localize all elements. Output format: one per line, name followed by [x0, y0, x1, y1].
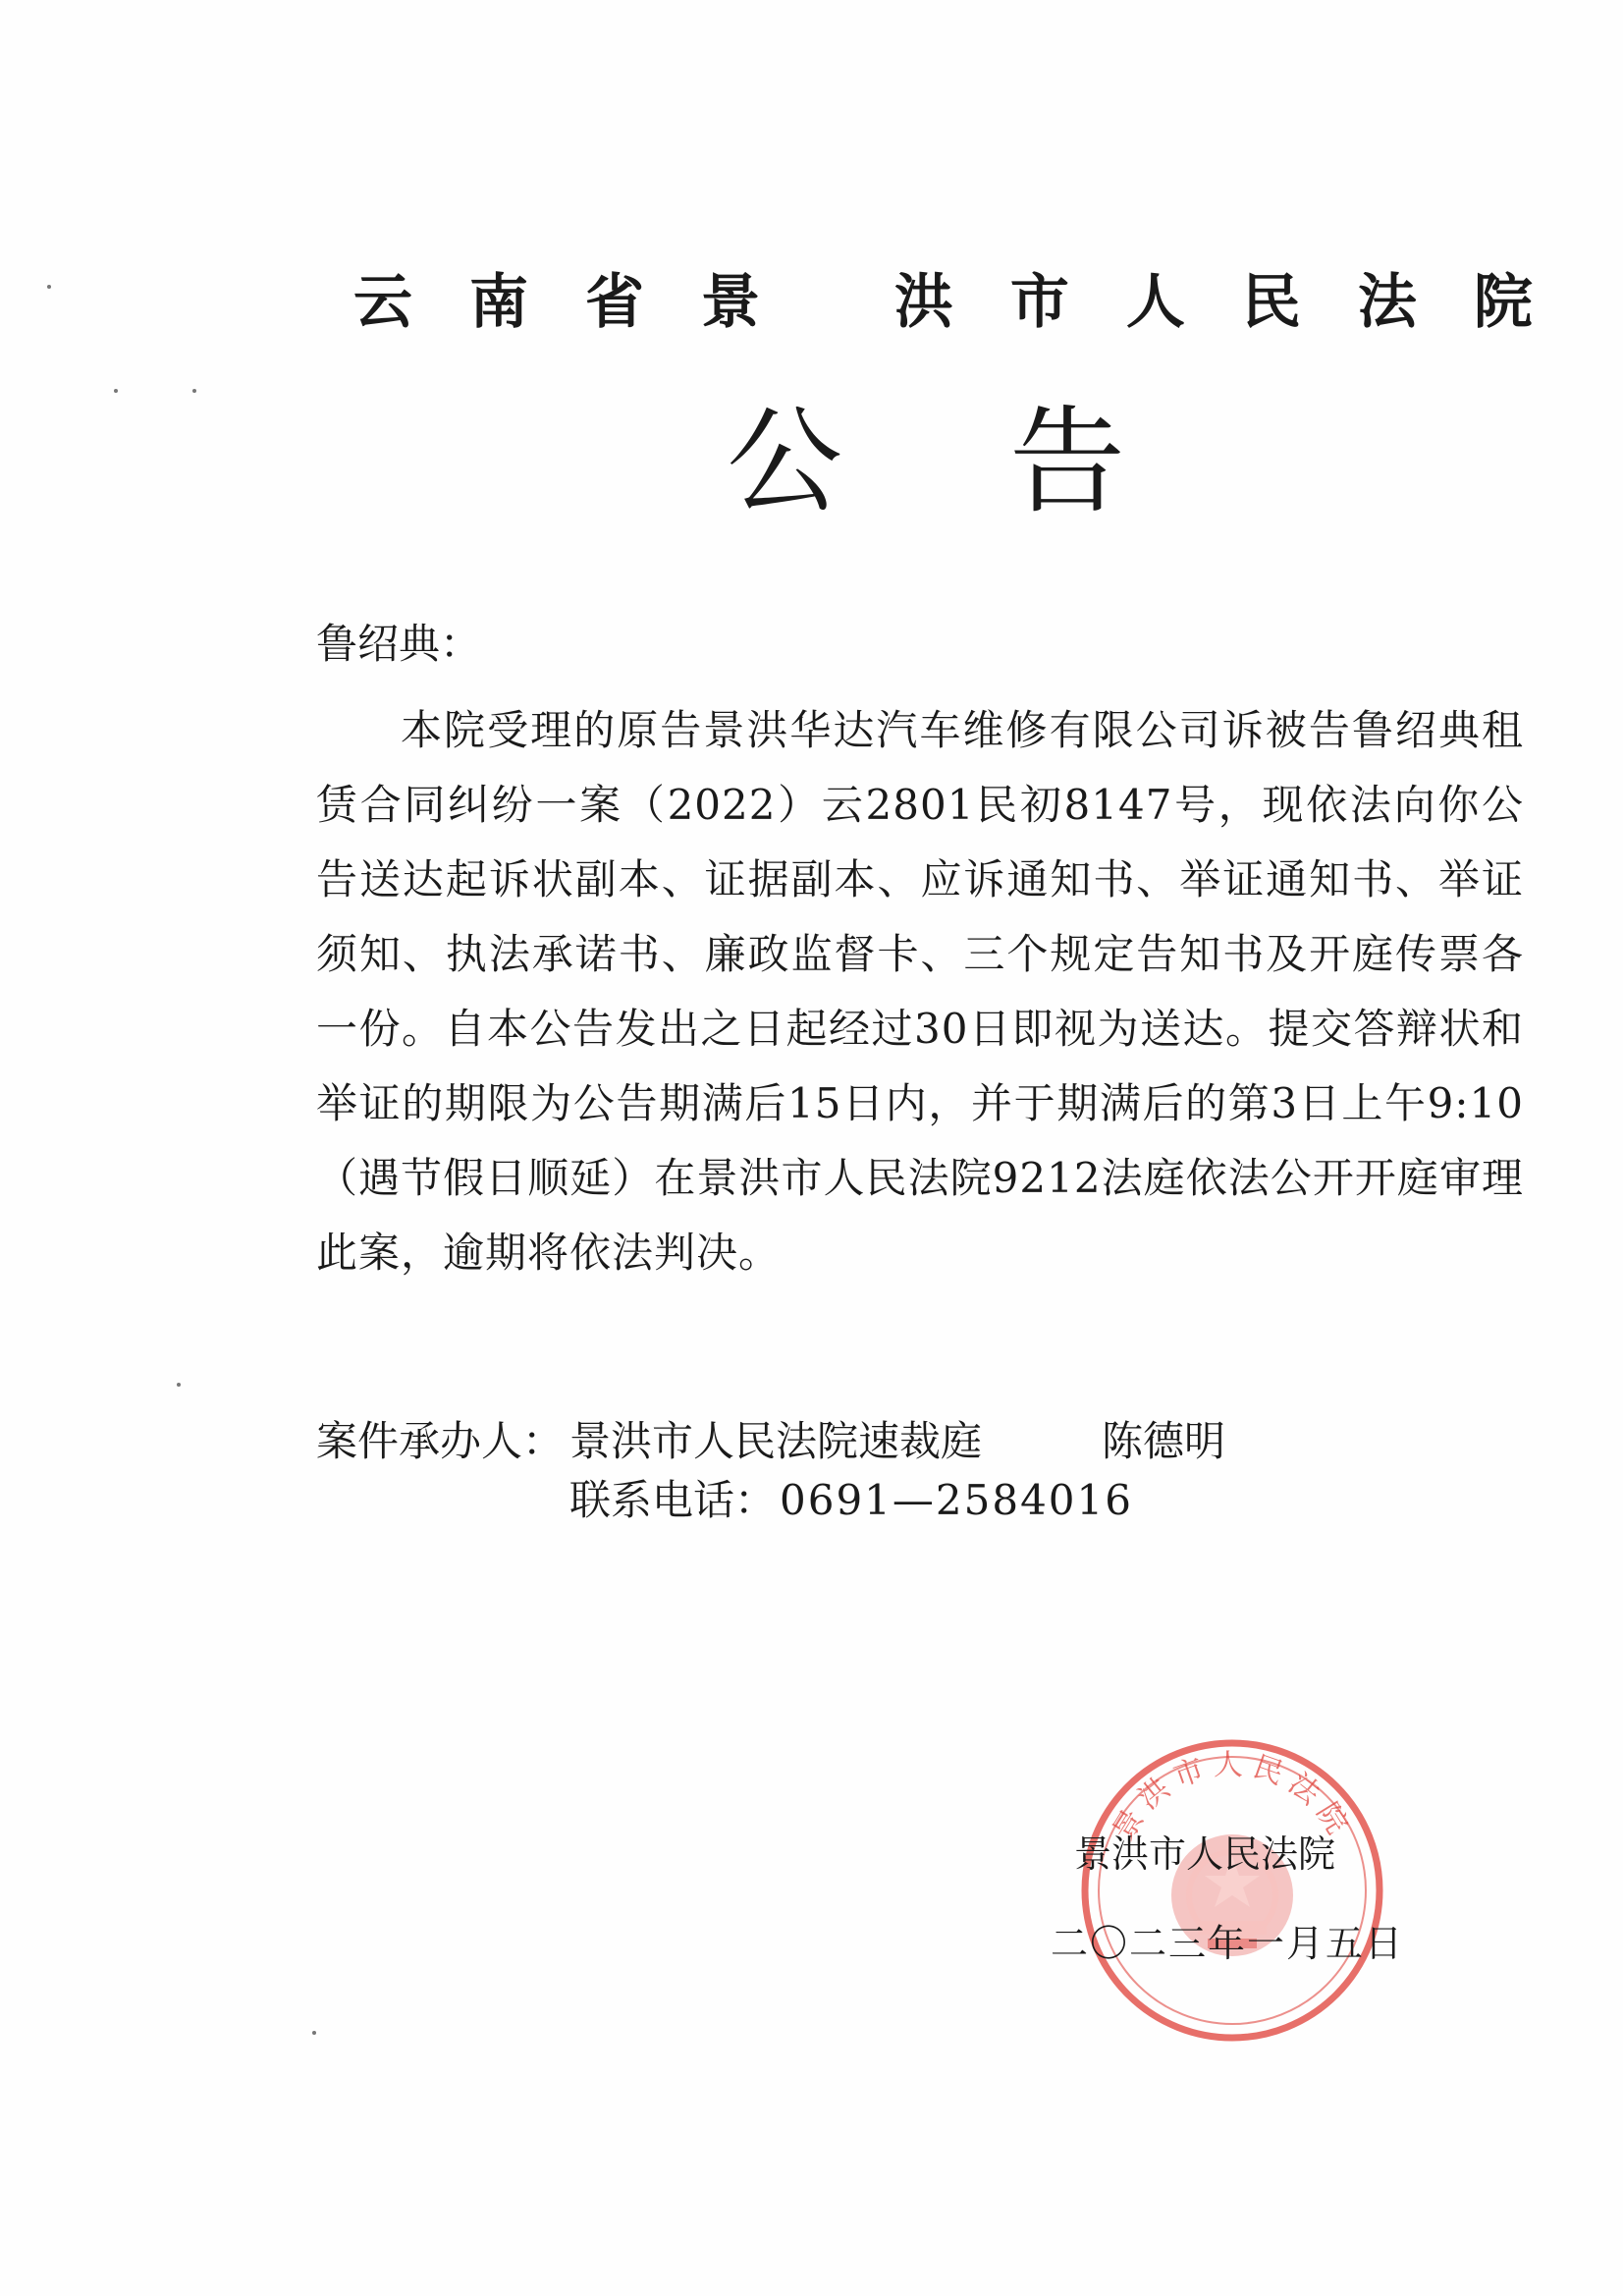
handler-name: 陈德明 [1102, 1417, 1226, 1465]
scan-speck [47, 285, 51, 289]
scan-speck [177, 1383, 181, 1387]
handler-department: 景洪市人民法院速裁庭 [569, 1417, 983, 1465]
issuing-court: 景洪市人民法院 [1074, 1832, 1336, 1876]
contact-phone-line [569, 1473, 1133, 1528]
addressee: 鲁绍典： [316, 620, 482, 668]
scan-speck [114, 389, 118, 393]
court-seal [1070, 1728, 1394, 2052]
scan-speck [312, 2031, 316, 2035]
notice-body: 本院受理的原告景洪华达汽车维修有限公司诉被告鲁绍典租赁合同纠纷一案（2022）云2801民初8147号，现依法向你公告送达起诉状副本、证据副本、应诉通知书、举证通知书、举证须知、执法承诺书、廉政监督卡、三个规定告知书及开庭传票各一份。自本公告发出之日起经过30日即视为送达。提交答辩状和举证的期限为公告期满后15日内，并于期满后的第3日上午9:10（遇节假日顺延）在景洪市人民法院9212法庭依法公开开庭审理此案，逾期将依法判决。 [316, 706, 1524, 1277]
seal-arc-text: 景洪市人民法院 [1106, 1747, 1359, 1847]
phone-label: 联系电话： [569, 1476, 777, 1524]
handler-label: 案件承办人： [316, 1417, 565, 1465]
court-name-heading: 云南省景 洪市人民法院 [353, 268, 1590, 337]
notice-title: 公告 [727, 394, 1293, 529]
phone-value: 0691—2584016 [780, 1476, 1133, 1524]
scan-speck [192, 389, 196, 393]
issue-date: 二〇二三年一月五日 [1051, 1922, 1405, 1965]
